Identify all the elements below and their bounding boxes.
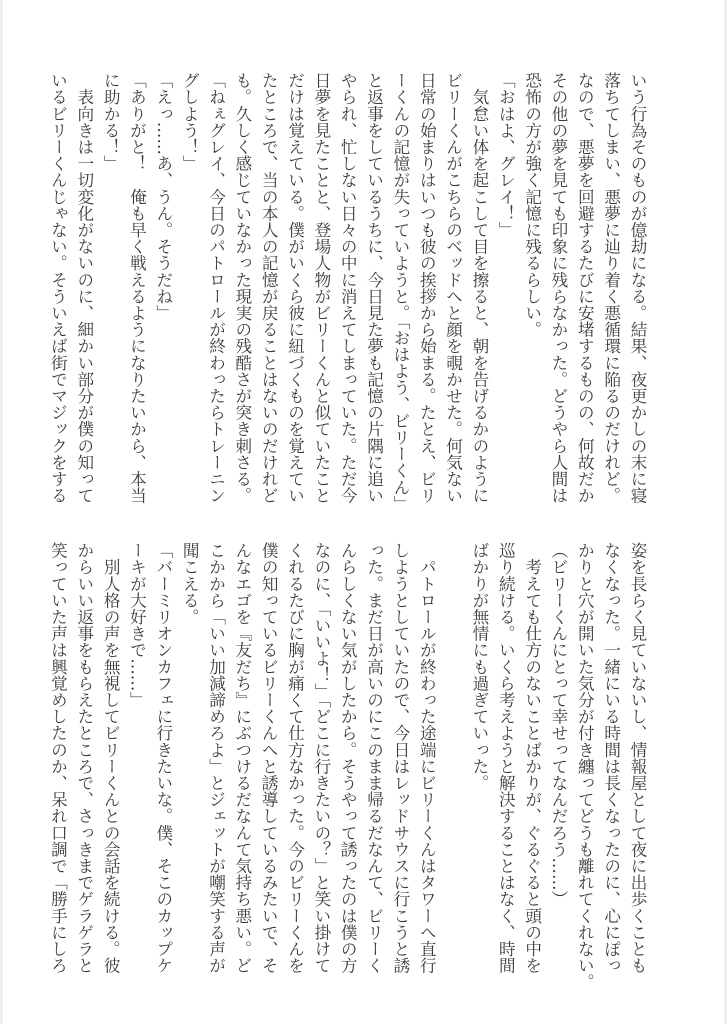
text-line: 表向きは一切変化がないのに、細かい部分が僕の知って — [74, 72, 94, 504]
text-line: やられ、忙しない日々の中に消えてしまっていた。ただ今 — [338, 72, 358, 504]
text-line: と返事をしているうちに、今日見た夢も記憶の片隅に追い — [364, 72, 384, 504]
dialogue-line: ーキが大好きで……」 — [127, 542, 147, 708]
text-line: こかから「いい加減諦めろよ」とジェットが嘲笑する声が — [206, 542, 226, 974]
text-line: いう行為そのものが億劫になる。結果、夜更かしの末に寝 — [628, 72, 647, 504]
text-line: 考えても仕方のないことばかりが、ぐるぐると頭の中を — [522, 542, 542, 974]
dialogue-line: 「えっ……あ、うん。そうだね」 — [153, 72, 173, 321]
text-line: 落ちてしまい、悪夢に辿り着く悪循環に陥るのだけれど。 — [601, 72, 621, 504]
text-line: った。まだ日が高いのにこのまま帰るだなんて、ビリーく — [364, 542, 384, 974]
text-line: なので、悪夢を回避するたびに安堵するものの、何故だか — [575, 72, 595, 504]
text-line: んなエゴを『友だち』にぶつけるだなんて気持ち悪い。ど — [232, 542, 252, 974]
text-line: んらしくない気がしたから。そうやって誘ったのは僕の方 — [338, 542, 358, 974]
text-line: ーくんの記憶が失っていようと。「おはよう、ビリーくん」 — [390, 72, 410, 512]
text-line: パトロールが終わった途端にビリーくんはタワーへ直行 — [417, 542, 437, 974]
text-line: 僕の知っているビリーくんへと誘導しているみたいで、そ — [259, 542, 279, 974]
dialogue-line: 「ねぇグレイ、今日のパトロールが終わったらトレーニン — [206, 72, 226, 504]
text-block-bottom — [44, 542, 650, 991]
text-line: 気怠い体を起こして目を擦ると、朝を告げるかのように — [469, 72, 489, 504]
scene-break — [439, 542, 465, 962]
text-line: も。久しく感じていなかった現実の残酷さが突き刺さる。 — [232, 72, 252, 504]
dialogue-line: 「バーミリオンカフェに行きたいな。僕、そこのカップケ — [153, 542, 173, 974]
text-line: ビリーくんがこちらのベッドへと顔を覗かせた。何気ない — [443, 72, 463, 504]
text-line: かりと穴が開いた気分が付き纏ってどうも離れてくれない。 — [575, 542, 595, 991]
dialogue-line: に助かる！」 — [101, 72, 121, 172]
text-line: 日常の始まりはいつも彼の挨拶から始まる。たとえ、ビリ — [417, 72, 437, 504]
text-line: たところで、当の本人の記憶が戻ることはないのだけれど — [259, 72, 279, 504]
text-line: なのに、「いいよ！」「どこに行きたいの？」と笑い掛けて — [311, 542, 331, 974]
text-line: しようとしていたので、今日はレッドサウスに行こうと誘 — [390, 542, 410, 974]
thought-line: （ビリーくんにとって幸せってなんだろう……） — [548, 542, 568, 908]
text-line: くれるたびに胸が痛くて仕方なかった。今のビリーくんを — [285, 542, 305, 974]
text-line: 聞こえる。 — [180, 542, 200, 625]
dialogue-line: グしよう！」 — [180, 72, 200, 172]
text-line: 恐怖の方が強く記憶に残るらしい。 — [522, 72, 542, 338]
dialogue-line: 「おはよ、グレイ！」 — [496, 72, 516, 238]
text-line: その他の夢を見ても印象に残らなかった。どうやら人間は — [548, 72, 568, 504]
text-line: ばかりが無情にも過ぎていった。 — [469, 542, 489, 791]
text-block-top — [44, 72, 650, 512]
text-line: いるビリーくんじゃない。そういえば街でマジックをする — [48, 72, 68, 504]
text-line: 巡り続ける。いくら考えようと解決することはなく、時間 — [496, 542, 516, 974]
text-line: 別人格の声を無視してビリーくんとの会話を続ける。彼 — [101, 542, 121, 974]
dialogue-line: 「ありがと！ 俺も早く戦えるようになりたいから、本当 — [127, 72, 147, 504]
text-line: 姿を長らく見ていないし、情報屋として夜に出歩くことも — [628, 542, 647, 974]
text-line: だけは覚えている。僕がいくら彼に紐づくものを覚えてい — [285, 72, 305, 504]
text-line: 笑っていた声は興覚めしたのか、呆れ口調で「勝手にしろ — [48, 542, 68, 974]
text-line: からいい返事をもらえたところで、さっきまでゲラゲラと — [74, 542, 94, 974]
text-line: なくなった。一緒にいる時間は長くなったのに、心にぽっ — [601, 542, 621, 974]
text-line: 日夢を見たことと、登場人物がビリーくんと似ていたこと — [311, 72, 331, 504]
